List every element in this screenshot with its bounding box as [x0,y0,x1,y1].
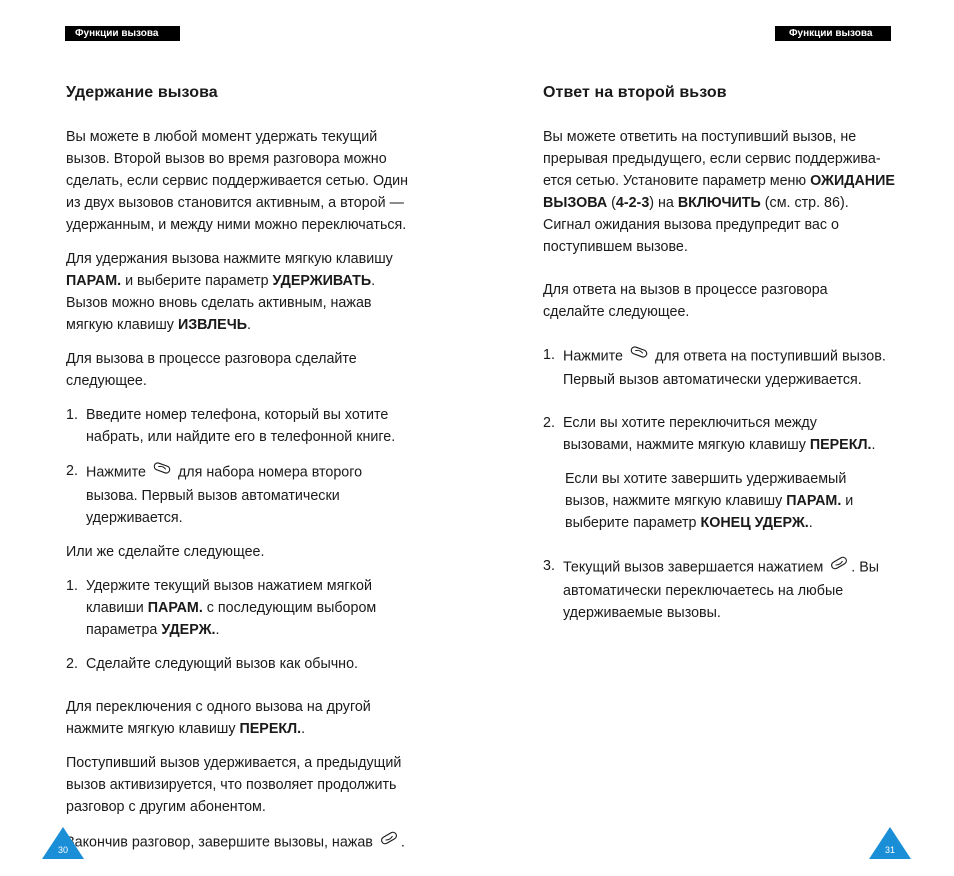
left-paragraph-4: Или же сделайте следующее. [66,544,265,560]
left-page-title: Удержание вызова [66,84,218,101]
list-item [66,460,416,529]
text: ) на [649,195,678,211]
right-paragraph-1 [543,126,895,258]
text: . [301,721,306,737]
text: для ответа на поступивший вызов. Первый вызов автоматически удерживается. [563,348,886,388]
softkey-param-label: ПАРАМ. [147,600,203,616]
list-number: 1. [66,578,78,594]
page-number-right: 31 [884,845,895,855]
list-number: 1. [66,407,78,423]
text: и выберите параметр [121,273,273,289]
list-number: 2. [66,463,78,479]
text: Нажмите [86,464,150,481]
text: Нажмите [563,348,627,365]
left-paragraph-2 [66,248,411,336]
text: Вы можете ответить на поступивший вызов, не прерывая предыдущего, если сервис поддержива-ется сетью. Установите параметр меню [543,129,881,189]
text: . [215,622,220,638]
text: . Вы автоматически переключаетесь на любые удерживаемые вызовы. [563,559,880,621]
option-hold-short-label: УДЕРЖ. [161,622,216,638]
right-page-column [543,80,903,624]
list-item [543,344,895,391]
option-enable-label: ВКЛЮЧИТЬ [677,195,761,211]
list-number: 3. [543,558,555,574]
text: . [808,515,813,531]
text: и выберите параметр [565,493,854,531]
left-paragraph-3: Для вызова в процессе разговора сделайте следующее. [66,351,357,389]
list-item [543,555,888,624]
left-paragraph-1: Вы можете в любой момент удержать текущий вызов. Второй вызов во время разговора можно сделать, если сервис поддерживается сетью. Один из двух вызовов становится активным, а второй — удержанным, и между ними можно переключаться. [66,129,408,233]
section-header-left: Функции вызова [65,26,180,41]
right-sub-paragraph [543,468,888,534]
send-key-icon [152,460,172,482]
text: . [400,834,405,851]
option-hold-label: УДЕРЖИВАТЬ [272,273,372,289]
page-number-left: 30 [57,845,68,855]
list-item [66,404,411,448]
text: Текущий вызов завершается нажатием [563,559,828,576]
list-item [66,653,466,675]
softkey-param-label: ПАРАМ. [66,273,122,289]
end-key-icon [379,830,399,852]
text: (см. стр. 86). Сигнал ожидания вызова предупредит вас о поступившем вызове. [543,195,849,255]
option-end-hold-label: КОНЕЦ УДЕРЖ. [700,515,809,531]
text: Если вы хотите завершить удерживаемый вызов, нажмите мягкую клавишу [565,471,847,509]
left-paragraph-7 [66,830,466,855]
end-key-icon [829,555,849,577]
send-key-icon [629,344,649,366]
text: Если вы хотите переключиться между вызовами, нажмите мягкую клавишу [563,415,817,453]
text: Для переключения с одного вызова на другой нажмите мягкую клавишу [66,699,371,737]
list-number: 2. [66,656,78,672]
menu-call-waiting-label: ОЖИДАНИЕ ВЫЗОВА [543,173,895,211]
list-text: Сделайте следующий вызов как обычно. [86,656,358,672]
softkey-switch-label: ПЕРЕКЛ. [809,437,872,453]
menu-code-label: 4-2-3 [615,195,650,211]
list-number: 1. [543,347,555,363]
text: Удержите текущий вызов нажатием мягкой клавиши [86,578,372,616]
left-page-column [66,80,466,855]
list-item [66,575,401,641]
list-number: 2. [543,415,555,431]
section-header-right: Функции вызова [775,26,891,41]
right-page-title: Ответ на второй вьзов [543,84,727,101]
left-paragraph-6: Поступивший вызов удерживается, а предыдущий вызов активизируется, что позволяет продолжить разговор с другим абонентом. [66,755,402,815]
text: . [247,317,252,333]
text: Закончив разговор, завершите вызовы, нажав [66,834,377,851]
text: Для удержания вызова нажмите мягкую клавишу [66,251,393,267]
softkey-switch-label: ПЕРЕКЛ. [239,721,302,737]
right-paragraph-2: Для ответа на вызов в процессе разговора сделайте следующее. [543,282,828,320]
list-text: Введите номер телефона, который вы хотите набрать, или найдите его в телефонной книге. [86,407,396,445]
text: ( [607,195,616,211]
softkey-retrieve-label: ИЗВЛЕЧЬ [177,317,248,333]
text: . [871,437,876,453]
text: . Вызов можно вновь сделать активным, нажав мягкую клавишу [66,273,376,333]
text: для набора номера второго вызова. Первый вызов автоматически удерживается. [86,464,363,526]
text: с последующим выбором параметра [86,600,377,638]
left-paragraph-5 [66,696,396,740]
list-item [543,412,888,456]
softkey-param-label: ПАРАМ. [786,493,842,509]
